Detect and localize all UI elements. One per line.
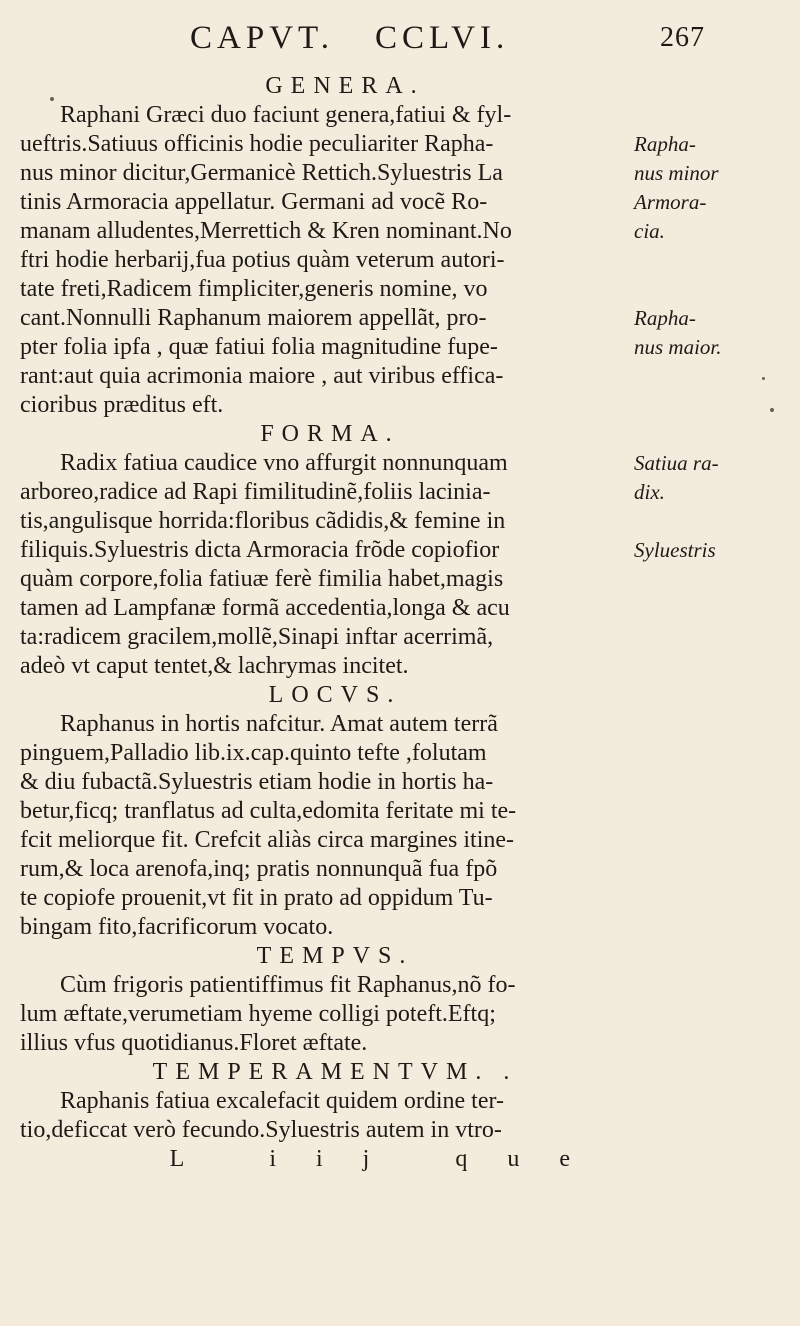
margin-note: Satiua ra-: [634, 451, 719, 475]
text-line: tamen ad Lampfanæ formã accedentia,longa & acu: [20, 595, 510, 621]
margin-note: cia.: [634, 219, 665, 243]
section-heading: TEMPVS.: [256, 943, 414, 969]
section-heading: LOCVS.: [268, 682, 402, 708]
text-line: lum æftate,verumetiam hyeme colligi poteft.Eftq;: [20, 1001, 496, 1027]
text-line: cant.Nonnulli Raphanum maiorem appellãt, pro-: [20, 305, 487, 331]
margin-note: Rapha-: [634, 306, 696, 330]
text-line: filiquis.Syluestris dicta Armoracia frõde copiofior: [20, 537, 500, 563]
ink-speck: [50, 97, 54, 101]
main-text-column: [20, 72, 630, 1174]
text-line: cioribus præditus eft.: [20, 392, 224, 418]
text-line: rant:aut quia acrimonia maiore , aut viribus effica-: [20, 363, 504, 389]
text-line: ta:radicem gracilem,mollẽ,Sinapi inftar acerrimã,: [20, 624, 494, 650]
text-line: tinis Armoracia appellatur. Germani ad vocẽ Ro-: [20, 189, 488, 215]
ink-speck: [770, 408, 774, 412]
signature-catchword-line: L iij que: [169, 1146, 610, 1172]
margin-note: Armora-: [634, 190, 707, 214]
text-line: betur,ficq; tranflatus ad culta,edomita feritate mi te-: [20, 798, 517, 824]
margin-note: nus minor: [634, 161, 719, 185]
text-line: quàm corpore,folia fatiuæ ferè fimilia habet,magis: [20, 566, 504, 592]
text-line: ftri hodie herbarij,fua potius quàm veterum autori-: [20, 247, 505, 273]
text-line: adeò vt caput tentet,& lachrymas incitet.: [20, 653, 409, 679]
text-line: manam alludentes,Merrettich & Kren nominant.No: [20, 218, 512, 244]
paragraph-first-line: Raphanis fatiua excalefacit quidem ordine ter-: [60, 1088, 504, 1114]
text-line: & diu fubactã.Syluestris etiam hodie in hortis ha-: [20, 769, 494, 795]
paragraph-first-line: Cùm frigoris patientiffimus fit Raphanus,nõ fo-: [60, 972, 516, 998]
chapter-number: CCLVI.: [375, 20, 510, 56]
section-heading: FORMA.: [260, 421, 400, 447]
text-line: pter folia ipfa , quæ fatiui folia magnitudine fupe-: [20, 334, 498, 360]
margin-note: Syluestris: [634, 538, 716, 562]
text-line: arboreo,radice ad Rapi fimilitudinẽ,foliis lacinia-: [20, 479, 491, 505]
margin-note: dix.: [634, 480, 665, 504]
running-header: [190, 20, 730, 64]
text-line: pinguem,Palladio lib.ix.cap.quinto tefte ,folutam: [20, 740, 487, 766]
text-line: te copiofe prouenit,vt fit in prato ad oppidum Tu-: [20, 885, 493, 911]
text-line: bingam fito,facrificorum vocato.: [20, 914, 334, 940]
page-number: 267: [660, 22, 705, 53]
text-line: tis,angulisque horrida:floribus cãdidis,& femine in: [20, 508, 506, 534]
text-line: fcit meliorque fit. Crefcit aliàs circa margines itine-: [20, 827, 515, 853]
text-line: tate freti,Radicem fimpliciter,generis nomine, vo: [20, 276, 488, 302]
margin-note: nus maior.: [634, 335, 722, 359]
text-line: ueftris.Satiuus officinis hodie peculiariter Rapha-: [20, 131, 494, 157]
header-title: CAPVT.: [190, 20, 334, 56]
ink-speck: [762, 377, 765, 380]
paragraph-first-line: Raphanus in hortis nafcitur. Amat autem terrã: [60, 711, 498, 737]
text-line: rum,& loca arenofa,inq; pratis nonnunquã fua fpõ: [20, 856, 498, 882]
text-line: illius vfus quotidianus.Floret æftate.: [20, 1030, 368, 1056]
text-line: tio,deficcat verò fecundo.Syluestris autem in vtro-: [20, 1117, 502, 1143]
text-line: nus minor dicitur,Germanicè Rettich.Syluestris La: [20, 160, 503, 186]
paragraph-first-line: Raphani Græci duo faciunt genera,fatiui & fyl-: [60, 102, 512, 128]
section-heading: GENERA.: [265, 73, 425, 99]
section-heading: TEMPERAMENTVM. .: [152, 1059, 518, 1085]
margin-note: Rapha-: [634, 132, 696, 156]
paragraph-first-line: Radix fatiua caudice vno affurgit nonnunquam: [60, 450, 508, 476]
